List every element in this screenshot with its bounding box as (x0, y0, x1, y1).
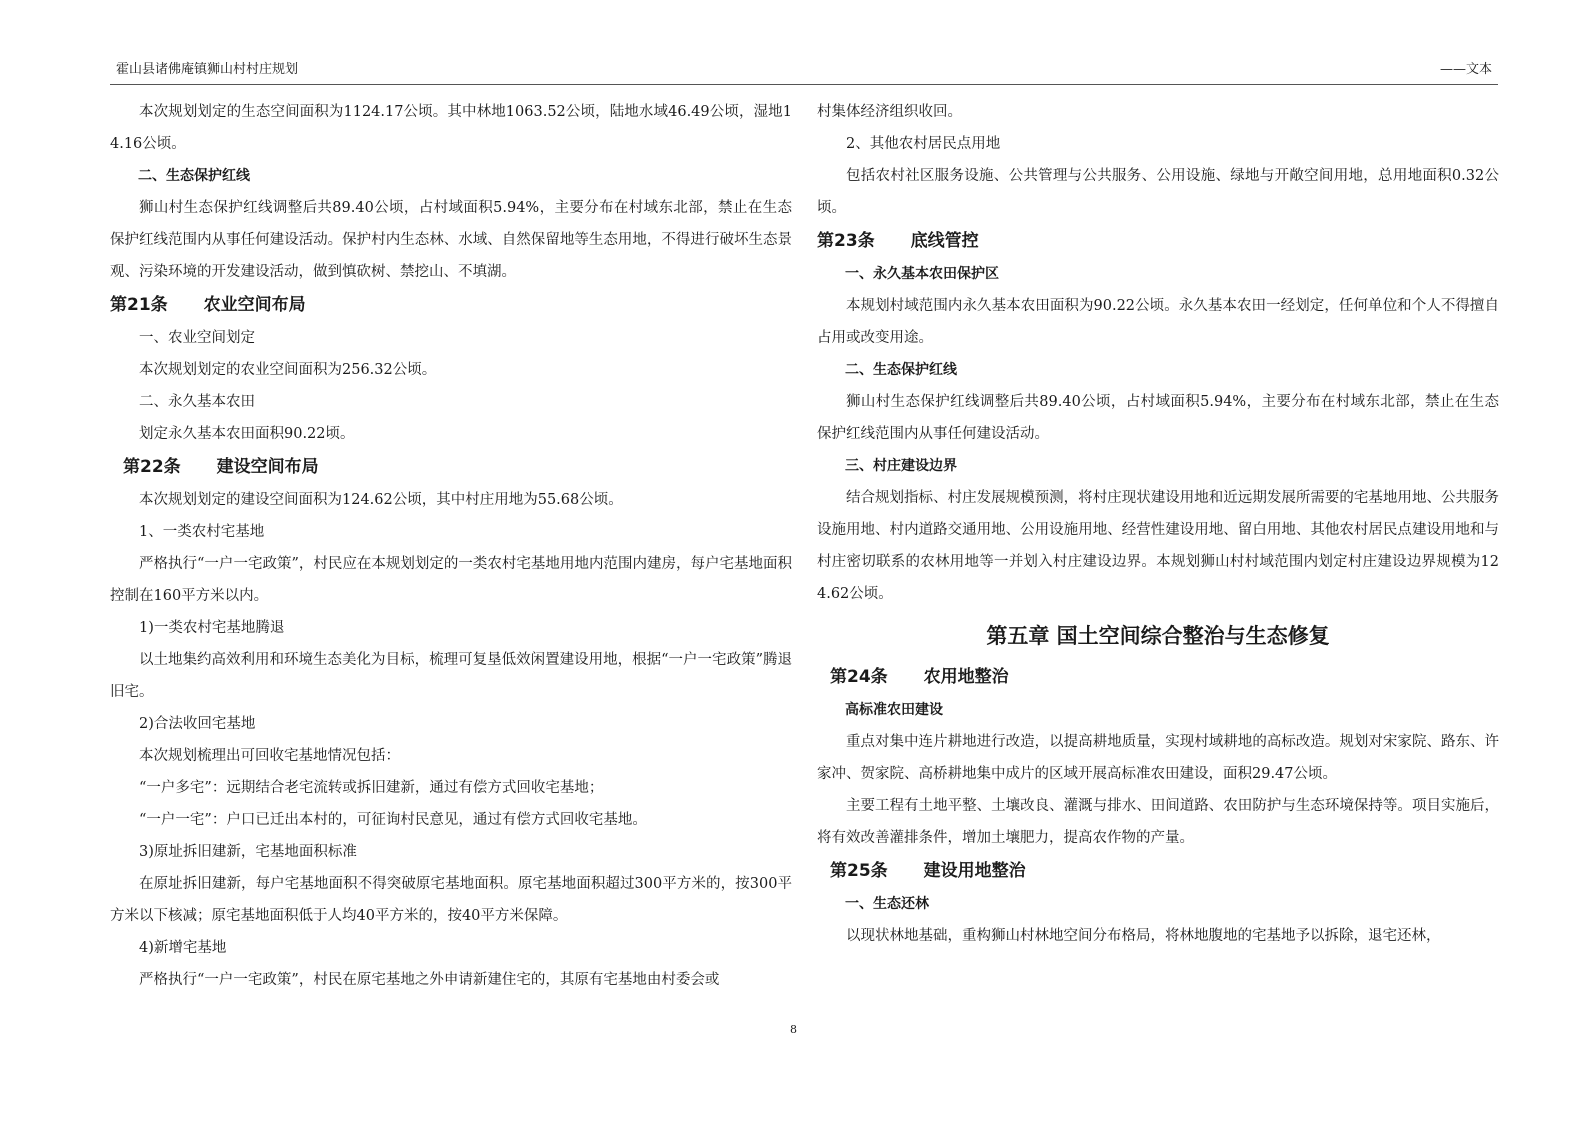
paragraph: 2、其他农村居民点用地 (846, 136, 1001, 152)
article-number: 第23条 (817, 231, 875, 251)
paragraph: 主要工程有土地平整、土壤改良、灌溉与排水、田间道路、农田防护与生态环境保持等。项目实施后，将有效改善灌排条件，增加土壤肥力，提高农作物的产量。 (817, 798, 1499, 846)
paragraph: 包括农村社区服务设施、公共管理与公共服务、公用设施、绿地与开敞空间用地，总用地面积0.32公顷。 (817, 168, 1500, 216)
article-number: 第21条 (110, 295, 168, 315)
chapter-heading: 第五章 国土空间综合整治与生态修复 (986, 624, 1330, 648)
paragraph: 1、一类农村宅基地 (139, 524, 265, 540)
subheading-eco-redline: 二、生态保护红线 (845, 362, 957, 378)
paragraph: 一、农业空间划定 (139, 330, 255, 346)
right-column (817, 96, 1499, 952)
article-25-heading (817, 854, 1499, 888)
article-24-heading (817, 660, 1499, 694)
paragraph: 严格执行“一户一宅政策”，村民应在本规划划定的一类农村宅基地用地内范围内建房，每户宅基地面积控制在160平方米以内。 (110, 556, 792, 604)
article-21-heading (110, 288, 792, 322)
paragraph: 本次规划梳理出可回收宅基地情况包括： (139, 748, 400, 764)
paragraph: 村集体经济组织收回。 (817, 104, 962, 120)
left-column (110, 96, 792, 996)
document-title: 霍山县诸佛庵镇狮山村村庄规划 (116, 62, 299, 77)
subheading-reforestation: 一、生态还林 (845, 896, 929, 912)
paragraph: 本次规划划定的建设空间面积为124.62公顷，其中村庄用地为55.68公顷。 (139, 492, 623, 508)
subheading-high-standard-farmland: 高标准农田建设 (845, 702, 943, 718)
page-header (110, 52, 1498, 85)
paragraph: 狮山村生态保护红线调整后共89.40公顷，占村域面积5.94%，主要分布在村域东北部，禁止在生态保护红线范围内从事任何建设活动。保护村内生态林、水域、自然保留地等生态用地，不得进行破坏生态景观、污染环境的开发建设活动，做到慎砍树、禁挖山、不填湖。 (110, 200, 792, 280)
article-title: 建设空间布局 (216, 457, 319, 477)
article-22-heading (110, 450, 792, 484)
page-number: 8 (790, 1023, 797, 1036)
paragraph: 严格执行“一户一宅政策”，村民在原宅基地之外申请新建住宅的，其原有宅基地由村委会或 (139, 972, 720, 988)
article-23-heading (817, 224, 1499, 258)
document-type: ——文本 (1439, 62, 1492, 77)
paragraph: 3)原址拆旧建新，宅基地面积标准 (139, 844, 357, 860)
paragraph: 2)合法收回宅基地 (139, 716, 256, 732)
paragraph: 本规划村域范围内永久基本农田面积为90.22公顷。永久基本农田一经划定，任何单位和个人不得擅自占用或改变用途。 (817, 298, 1499, 346)
paragraph: 以现状林地基础，重构狮山村林地空间分布格局，将林地腹地的宅基地予以拆除，退宅还林， (846, 928, 1441, 944)
paragraph: “一户一宅”：户口已迁出本村的，可征询村民意见，通过有偿方式回收宅基地。 (139, 812, 647, 828)
article-title: 建设用地整治 (923, 861, 1026, 881)
article-title: 底线管控 (910, 231, 979, 251)
subheading-farmland-protection: 一、永久基本农田保护区 (845, 266, 999, 282)
paragraph: 二、永久基本农田 (139, 394, 255, 410)
paragraph: 划定永久基本农田面积90.22顷。 (139, 426, 355, 442)
paragraph: 本次规划划定的农业空间面积为256.32公顷。 (139, 362, 437, 378)
paragraph: 狮山村生态保护红线调整后共89.40公顷，占村域面积5.94%，主要分布在村域东北部，禁止在生态保护红线范围内从事任何建设活动。 (817, 394, 1499, 442)
subheading-village-boundary: 三、村庄建设边界 (845, 458, 957, 474)
paragraph: “一户多宅”：远期结合老宅流转或拆旧建新，通过有偿方式回收宅基地； (139, 780, 604, 796)
paragraph: 1)一类农村宅基地腾退 (139, 620, 285, 636)
article-title: 农业空间布局 (203, 295, 306, 315)
subheading-eco-redline: 二、生态保护红线 (138, 168, 250, 184)
article-number: 第24条 (830, 667, 888, 687)
paragraph: 4)新增宅基地 (139, 940, 227, 956)
paragraph: 本次规划划定的生态空间面积为1124.17公顷。其中林地1063.52公顷，陆地水域46.49公顷，湿地14.16公顷。 (110, 104, 792, 152)
paragraph: 重点对集中连片耕地进行改造，以提高耕地质量，实现村域耕地的高标改造。规划对宋家院、路东、许家冲、贺家院、高桥耕地集中成片的区域开展高标准农田建设，面积29.47公顷。 (817, 734, 1499, 782)
article-title: 农用地整治 (923, 667, 1009, 687)
article-number: 第25条 (830, 861, 888, 881)
paragraph: 结合规划指标、村庄发展规模预测，将村庄现状建设用地和近远期发展所需要的宅基地用地、公共服务设施用地、村内道路交通用地、公用设施用地、经营性建设用地、留白用地、其他农村居民点建设用地和与村庄密切联系的农林用地等一并划入村庄建设边界。本规划狮山村村域范围内划定村庄建设边界规模为124.62公顷。 (817, 490, 1499, 602)
paragraph: 以土地集约高效利用和环境生态美化为目标，梳理可复垦低效闲置建设用地，根据“一户一宅政策”腾退旧宅。 (110, 652, 792, 700)
article-number: 第22条 (123, 457, 181, 477)
paragraph: 在原址拆旧建新，每户宅基地面积不得突破原宅基地面积。原宅基地面积超过300平方米的，按300平方米以下核减；原宅基地面积低于人均40平方米的，按40平方米保障。 (110, 876, 792, 924)
